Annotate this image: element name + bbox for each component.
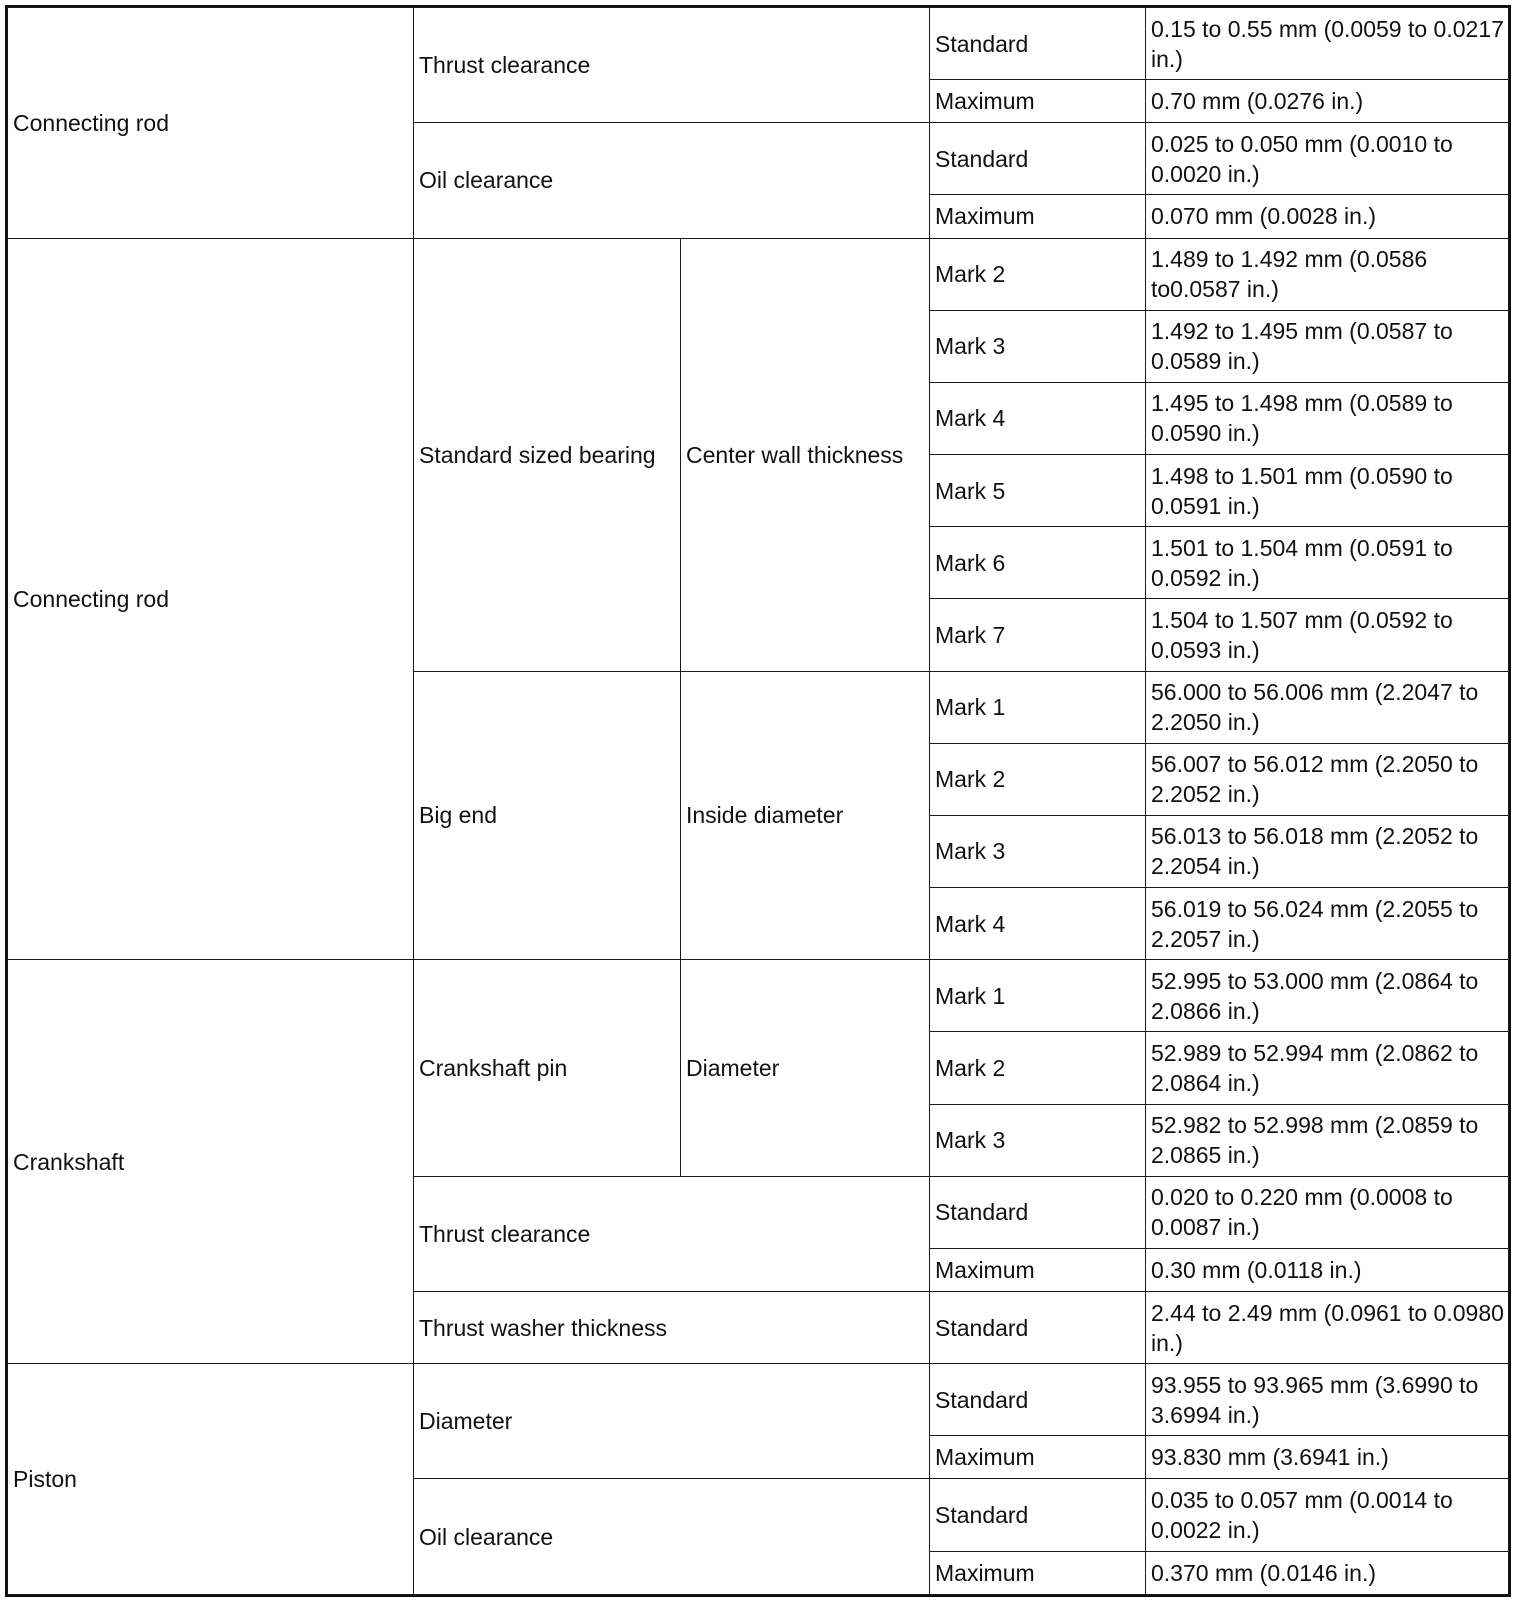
- condition-cell: Maximum: [930, 1551, 1146, 1594]
- value-cell: 0.370 mm (0.0146 in.): [1146, 1551, 1509, 1594]
- value-cell: 1.498 to 1.501 mm (0.0590 to 0.0591 in.): [1146, 455, 1509, 527]
- condition-cell: Mark 1: [930, 671, 1146, 743]
- value-cell: 0.15 to 0.55 mm (0.0059 to 0.0217 in.): [1146, 8, 1509, 80]
- condition-cell: Mark 2: [930, 743, 1146, 815]
- value-cell: 0.70 mm (0.0276 in.): [1146, 80, 1509, 123]
- value-cell: 0.035 to 0.057 mm (0.0014 to 0.0022 in.): [1146, 1479, 1509, 1551]
- table-row: [8, 960, 1509, 1032]
- value-cell: 1.504 to 1.507 mm (0.0592 to 0.0593 in.): [1146, 599, 1509, 671]
- value-cell: 93.830 mm (3.6941 in.): [1146, 1436, 1509, 1479]
- item-cell: Diameter: [414, 1364, 930, 1479]
- condition-cell: Maximum: [930, 195, 1146, 238]
- condition-cell: Standard: [930, 1364, 1146, 1436]
- value-cell: 0.020 to 0.220 mm (0.0008 to 0.0087 in.): [1146, 1176, 1509, 1248]
- value-cell: 52.982 to 52.998 mm (2.0859 to 2.0865 in.): [1146, 1104, 1509, 1176]
- table-row: [8, 8, 1509, 80]
- specification-table: [7, 7, 1509, 1595]
- condition-cell: Mark 2: [930, 1032, 1146, 1104]
- value-cell: 52.989 to 52.994 mm (2.0862 to 2.0864 in.): [1146, 1032, 1509, 1104]
- condition-cell: Mark 3: [930, 1104, 1146, 1176]
- item-cell: Thrust clearance: [414, 1176, 930, 1291]
- component-cell: Crankshaft: [8, 960, 414, 1364]
- value-cell: 56.007 to 56.012 mm (2.2050 to 2.2052 in.): [1146, 743, 1509, 815]
- value-cell: 1.489 to 1.492 mm (0.0586 to0.0587 in.): [1146, 238, 1509, 310]
- condition-cell: Maximum: [930, 1248, 1146, 1291]
- value-cell: 0.025 to 0.050 mm (0.0010 to 0.0020 in.): [1146, 123, 1509, 195]
- component-cell: Connecting rod: [8, 238, 414, 960]
- condition-cell: Mark 7: [930, 599, 1146, 671]
- condition-cell: Standard: [930, 1479, 1146, 1551]
- condition-cell: Mark 6: [930, 527, 1146, 599]
- condition-cell: Mark 4: [930, 888, 1146, 960]
- condition-cell: Maximum: [930, 1436, 1146, 1479]
- value-cell: 52.995 to 53.000 mm (2.0864 to 2.0866 in.): [1146, 960, 1509, 1032]
- item-cell: Standard sized bearing: [414, 238, 681, 671]
- value-cell: 1.501 to 1.504 mm (0.0591 to 0.0592 in.): [1146, 527, 1509, 599]
- value-cell: 56.000 to 56.006 mm (2.2047 to 2.2050 in.): [1146, 671, 1509, 743]
- item-cell: Thrust clearance: [414, 8, 930, 123]
- item-cell: Big end: [414, 671, 681, 960]
- value-cell: 2.44 to 2.49 mm (0.0961 to 0.0980 in.): [1146, 1292, 1509, 1364]
- table-row: [8, 238, 1509, 310]
- component-cell: Piston: [8, 1364, 414, 1595]
- value-cell: 93.955 to 93.965 mm (3.6990 to 3.6994 in.): [1146, 1364, 1509, 1436]
- condition-cell: Standard: [930, 8, 1146, 80]
- value-cell: 1.495 to 1.498 mm (0.0589 to 0.0590 in.): [1146, 382, 1509, 454]
- value-cell: 56.019 to 56.024 mm (2.2055 to 2.2057 in.): [1146, 888, 1509, 960]
- condition-cell: Maximum: [930, 80, 1146, 123]
- subitem-cell: Diameter: [681, 960, 930, 1177]
- condition-cell: Mark 4: [930, 382, 1146, 454]
- item-cell: Oil clearance: [414, 123, 930, 238]
- condition-cell: Mark 3: [930, 815, 1146, 887]
- item-cell: Thrust washer thickness: [414, 1292, 930, 1364]
- condition-cell: Mark 2: [930, 238, 1146, 310]
- subitem-cell: Center wall thickness: [681, 238, 930, 671]
- condition-cell: Mark 1: [930, 960, 1146, 1032]
- condition-cell: Standard: [930, 123, 1146, 195]
- condition-cell: Standard: [930, 1292, 1146, 1364]
- value-cell: 56.013 to 56.018 mm (2.2052 to 2.2054 in.): [1146, 815, 1509, 887]
- table-row: [8, 1364, 1509, 1436]
- value-cell: 0.30 mm (0.0118 in.): [1146, 1248, 1509, 1291]
- condition-cell: Mark 5: [930, 455, 1146, 527]
- value-cell: 0.070 mm (0.0028 in.): [1146, 195, 1509, 238]
- item-cell: Oil clearance: [414, 1479, 930, 1595]
- subitem-cell: Inside diameter: [681, 671, 930, 960]
- component-cell: Connecting rod: [8, 8, 414, 239]
- value-cell: 1.492 to 1.495 mm (0.0587 to 0.0589 in.): [1146, 310, 1509, 382]
- item-cell: Crankshaft pin: [414, 960, 681, 1177]
- condition-cell: Standard: [930, 1176, 1146, 1248]
- condition-cell: Mark 3: [930, 310, 1146, 382]
